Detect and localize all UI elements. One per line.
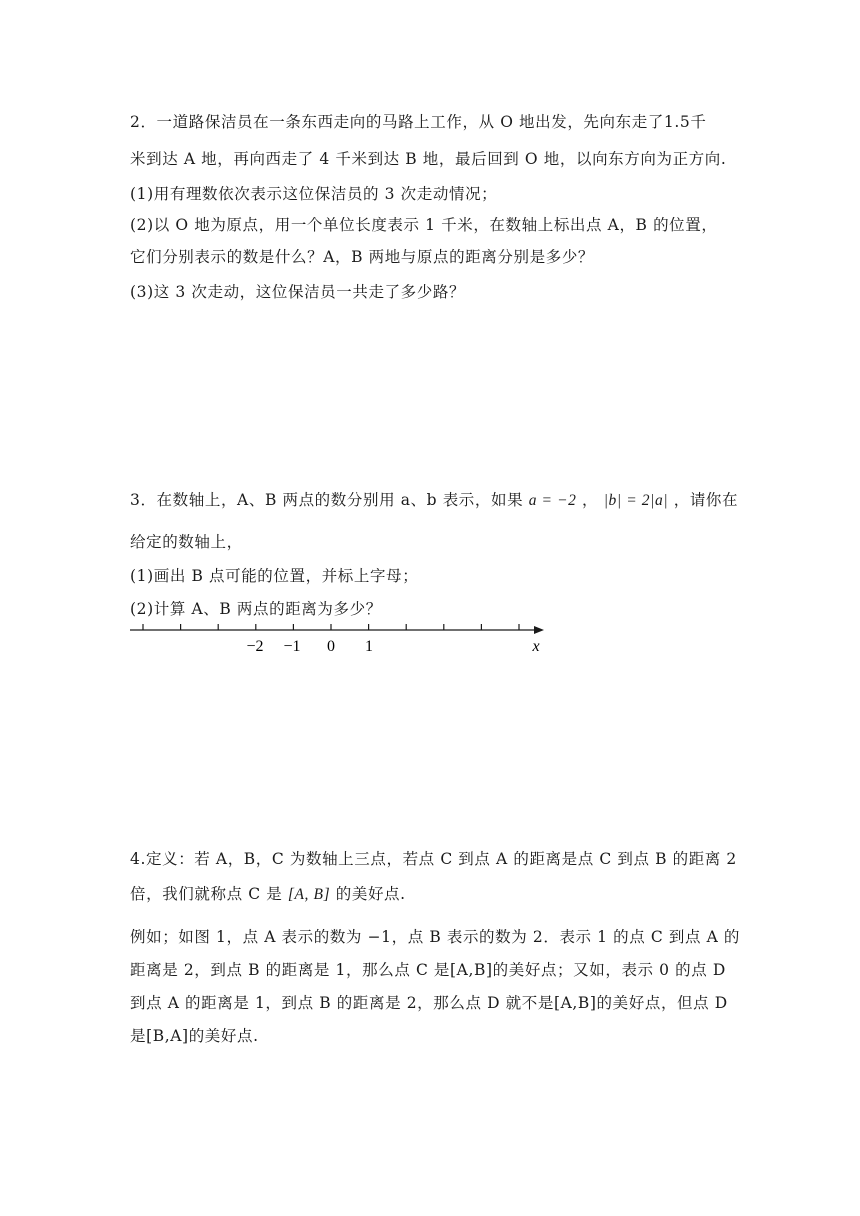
tick-label-0: 0 xyxy=(327,638,335,655)
tick-label-1: 1 xyxy=(365,638,373,655)
q3-formula-b: |b| = 2|a| xyxy=(603,492,669,509)
q4-line-4: 距离是 2，到点 B 的距离是 1，那么点 C 是[A,B]的美好点；又如，表示 0 的点 D xyxy=(130,961,726,979)
tick-label-neg2: −2 xyxy=(246,638,264,655)
number-line-arrow xyxy=(534,626,544,634)
axis-label-x: x xyxy=(532,638,540,655)
q2-line-2: 米到达 A 地，再向西走了 4 千米到达 B 地，最后回到 O 地，以向东方向为正方向. xyxy=(130,150,727,168)
q3-line-2: 给定的数轴上， xyxy=(130,533,243,551)
q2-line-5: 它们分别表示的数是什么？A，B 两地与原点的距离分别是多少？ xyxy=(130,248,595,266)
q4-text-part-a: 倍，我们就称点 C 是 xyxy=(130,885,283,903)
q4-bracket-formula: [A, B] xyxy=(287,886,331,903)
q2-line-4: (2)以 O 地为原点，用一个单位长度表示 1 千米，在数轴上标出点 A，B 的位置， xyxy=(130,216,718,234)
q3-text-part-e: ，请你在 xyxy=(673,491,739,509)
number-line xyxy=(0,615,860,675)
q3-line-4: (2)计算 A、B 两点的距离为多少？ xyxy=(130,600,382,618)
q3-formula-a: a = −2 xyxy=(528,492,577,509)
q2-line-6: (3)这 3 次走动，这位保洁员一共走了多少路？ xyxy=(130,283,466,301)
q4-text-part-c: 的美好点. xyxy=(335,885,406,903)
q4-line-5: 到点 A 的距离是 1，到点 B 的距离是 2，那么点 D 就不是[A,B]的美好点，但点 D xyxy=(130,994,728,1012)
q2-line-1: 2．一道路保洁员在一条东西走向的马路上工作，从 O 地出发，先向东走了1.5千 xyxy=(130,113,707,131)
q2-line-3: (1)用有理数依次表示这位保洁员的 3 次走动情况； xyxy=(130,185,498,203)
q4-line-6: 是[B,A]的美好点. xyxy=(130,1027,259,1045)
q3-line-3: (1)画出 B 点可能的位置，并标上字母； xyxy=(130,567,419,585)
q4-line-2 xyxy=(130,882,406,904)
q4-line-3: 例如；如图 1，点 A 表示的数为 −1，点 B 表示的数为 2．表示 1 的点 C 到点 A 的 xyxy=(130,928,741,946)
q3-text-part-c: ， xyxy=(582,491,599,509)
q3-text-part-a: 3．在数轴上，A、B 两点的数分别用 a、b 表示，如果 xyxy=(130,491,524,509)
tick-label-neg1: −1 xyxy=(283,638,301,655)
q4-line-1: 4.定义：若 A，B，C 为数轴上三点，若点 C 到点 A 的距离是点 C 到点 B 的距离 2 xyxy=(130,850,737,868)
number-line-ticks xyxy=(143,624,519,630)
q3-line-1 xyxy=(130,488,738,510)
